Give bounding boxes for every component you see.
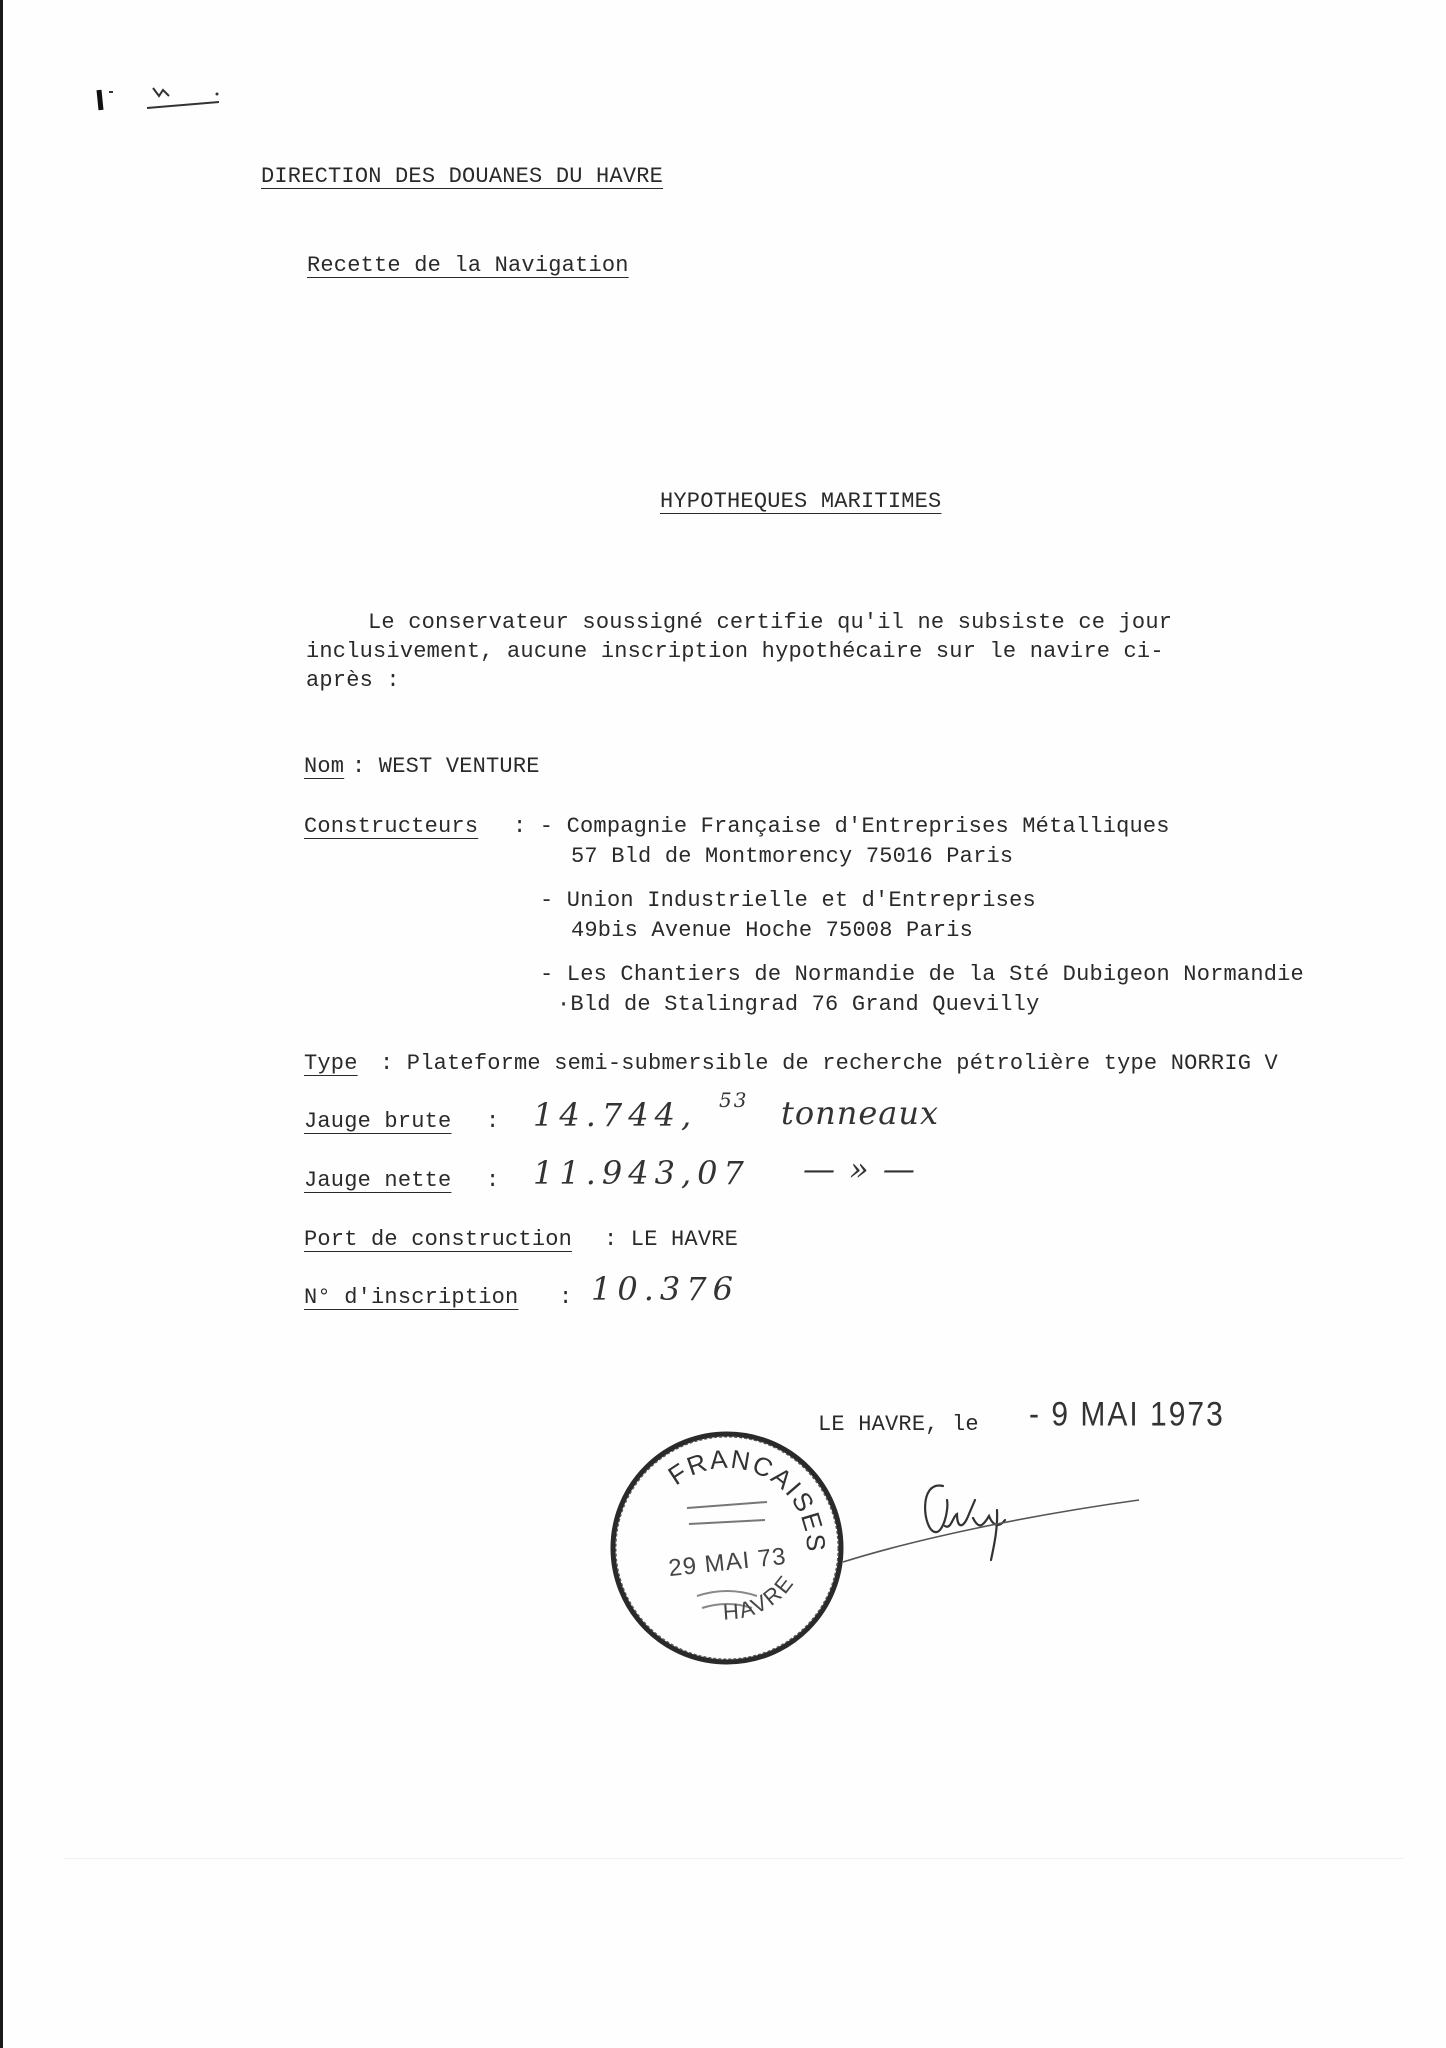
date-stamp: - 9 MAI 1973 — [1029, 1395, 1225, 1434]
jauge-brute-label: Jauge brute — [304, 1109, 452, 1134]
jauge-brute-value: 14.744, — [533, 1096, 698, 1134]
constructeur-3-line-2: ·Bld de Stalingrad 76 Grand Quevilly — [557, 992, 1040, 1017]
seal-bottom-text: HAVRE — [722, 1569, 800, 1625]
constructeur-2-line-2: 49bis Avenue Hoche 75008 Paris — [571, 918, 974, 943]
jauge-brute-unit: tonneaux — [781, 1094, 940, 1132]
intro-line-1: Le conservateur soussigné certifie qu'il ne subsiste ce jour — [368, 610, 1173, 635]
signature — [823, 1470, 1143, 1580]
jauge-nette-label: Jauge nette — [304, 1168, 452, 1193]
document-title: HYPOTHEQUES MARITIMES — [660, 489, 942, 514]
inscription-value: 10.376 — [591, 1270, 739, 1308]
jauge-nette-unit: — » — — [803, 1150, 917, 1188]
intro-line-3: après : — [306, 668, 400, 693]
constructeur-1-line-2: 57 Bld de Montmorency 75016 Paris — [571, 844, 1014, 869]
port-label: Port de construction — [304, 1227, 573, 1252]
jauge-brute-colon: : — [486, 1109, 500, 1134]
constructeurs-label: Constructeurs — [304, 814, 479, 839]
header-recette: Recette de la Navigation — [307, 253, 629, 278]
jauge-brute-decimals: 53 — [719, 1088, 749, 1112]
seal-top-text: FRANCAISES — [662, 1443, 832, 1554]
constructeur-3-line-1: - Les Chantiers de Normandie de la Sté Dubigeon Normandie — [540, 962, 1304, 987]
nom-label: Nom — [304, 754, 345, 779]
type-label: Type — [304, 1051, 358, 1076]
jauge-nette-colon: : — [486, 1168, 500, 1193]
intro-line-2: inclusivement, aucune inscription hypothécaire sur le navire ci- — [306, 639, 1164, 664]
seal-date: 29 MAI 73 — [667, 1542, 788, 1583]
constructeur-2-line-1: - Union Industrielle et d'Entreprises — [540, 888, 1036, 913]
constructeur-1-line-1: : - Compagnie Française d'Entreprises Métalliques — [513, 814, 1170, 839]
port-value: : LE HAVRE — [604, 1227, 739, 1252]
bottom-rule — [63, 1858, 1403, 1859]
customs-seal — [607, 1428, 847, 1668]
footer-place: LE HAVRE, le — [818, 1412, 979, 1437]
inscription-label: N° d'inscription — [304, 1285, 519, 1310]
svg-text:HAVRE — [722, 1570, 799, 1625]
inscription-colon: : — [559, 1285, 573, 1310]
jauge-nette-value: 11.943,07 — [533, 1154, 750, 1192]
header-direction: DIRECTION DES DOUANES DU HAVRE — [261, 164, 664, 189]
corner-mark — [93, 80, 223, 120]
type-value: : Plateforme semi-submersible de recherche pétrolière type NORRIG V — [380, 1051, 1278, 1076]
svg-text:FRANCAISES — [663, 1444, 832, 1554]
nom-value: : WEST VENTURE — [352, 754, 540, 779]
